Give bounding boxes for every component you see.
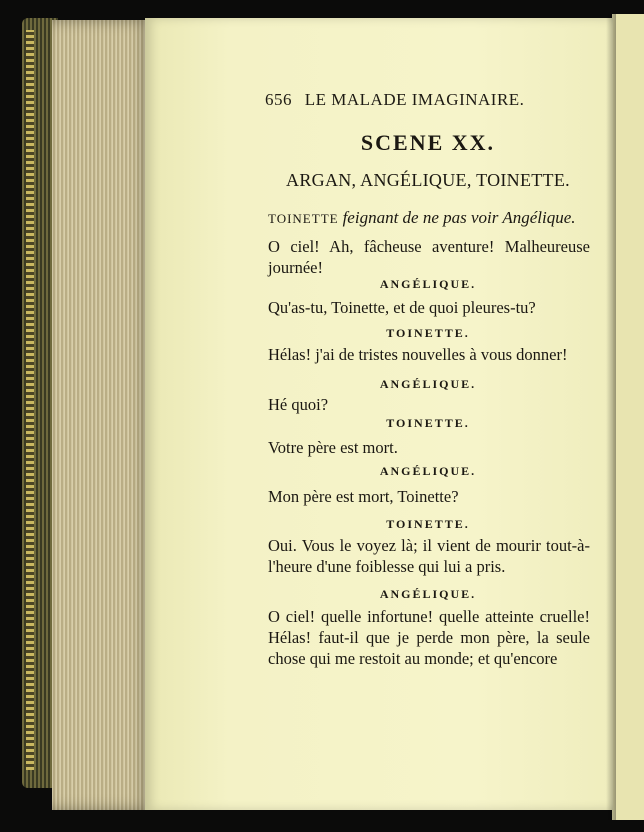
speaker-label: ANGÉLIQUE. xyxy=(379,587,477,601)
dialogue-line: Oui. Vous le voyez là; il vient de mourir tout-à-l'heure d'une foiblesse qui lui a pris. xyxy=(268,536,590,576)
speaker-label: TOINETTE. xyxy=(386,416,470,430)
stage-direction-text: feignant de ne pas voir Angélique. xyxy=(342,208,576,227)
page-block-edge xyxy=(52,20,152,810)
spine-decoration xyxy=(26,30,34,770)
stage-direction-speaker: TOINETTE xyxy=(268,211,339,226)
dialogue-line: O ciel! Ah, fâcheuse aventure! Malheureuse journée! xyxy=(268,237,590,277)
facing-page-edge xyxy=(612,14,644,820)
dialogue-line: Hélas! j'ai de tristes nouvelles à vous donner! xyxy=(268,345,568,364)
dialogue-line: Hé quoi? xyxy=(268,395,329,414)
scene-title: SCENE XX. xyxy=(360,130,496,155)
stage-direction xyxy=(268,208,588,228)
speaker-label: ANGÉLIQUE. xyxy=(379,377,477,391)
speaker-label: TOINETTE. xyxy=(386,517,470,531)
dialogue-line: Mon père est mort, Toinette? xyxy=(268,487,459,506)
speaker-label: TOINETTE. xyxy=(386,326,470,340)
page-number: 656 xyxy=(265,90,292,109)
dialogue-line: Qu'as-tu, Toinette, et de quoi pleures-tu? xyxy=(268,298,536,317)
dialogue-line: Votre père est mort. xyxy=(268,438,398,457)
character-list: ARGAN, ANGÉLIQUE, TOINETTE. xyxy=(286,170,570,190)
running-header xyxy=(265,90,565,110)
speaker-label: ANGÉLIQUE. xyxy=(379,464,477,478)
gutter-shadow xyxy=(606,14,616,820)
dialogue-line: O ciel! quelle infortune! quelle atteinte cruelle! Hélas! faut-il que je perde mon père, la seule chose qui me restoit au monde; et qu'encore xyxy=(268,607,590,668)
running-title: LE MALADE IMAGINAIRE. xyxy=(304,90,525,109)
speaker-label: ANGÉLIQUE. xyxy=(379,277,477,291)
